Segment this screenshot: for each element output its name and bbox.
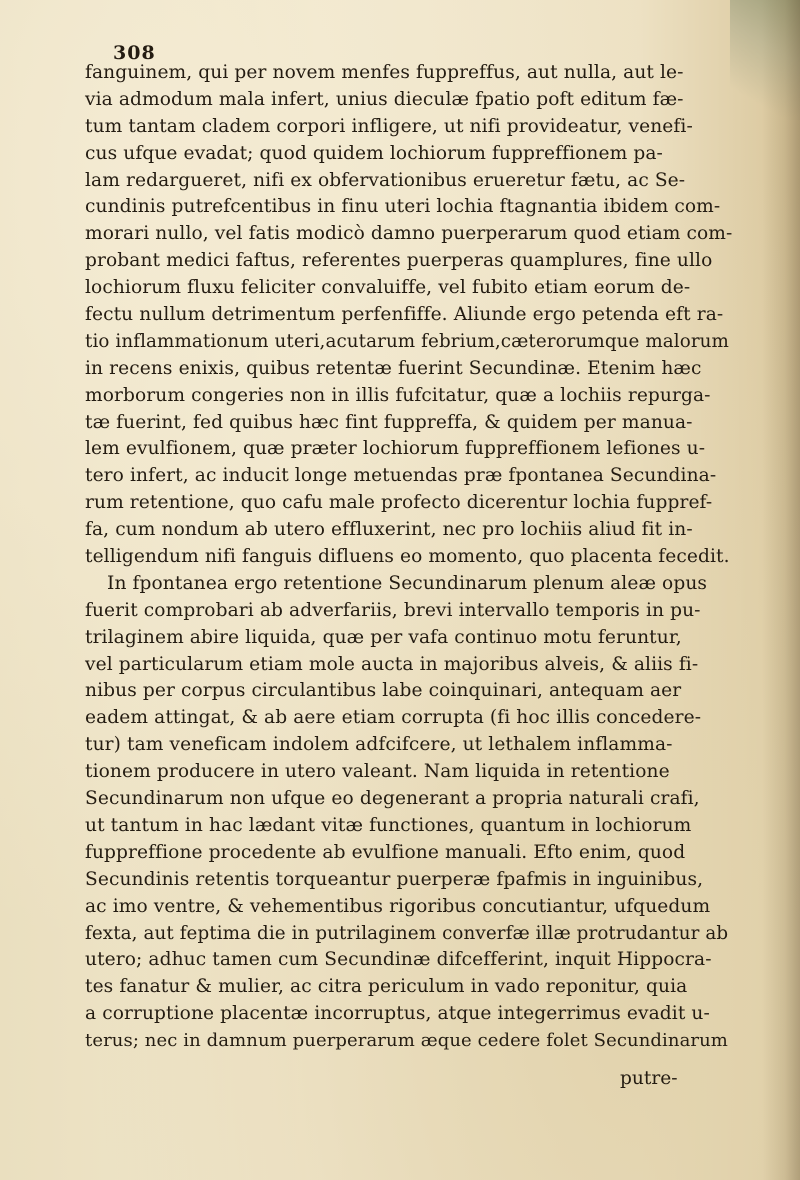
text-line: fuppreffione procedente ab evulfione manuali. Efto enim, quod [85,841,686,863]
text-line: vel particularum etiam mole aucta in majoribus alveis, & aliis fi- [85,653,699,675]
text-line: fectu nullum detrimentum perfenfiffe. Aliunde ergo petenda eft ra- [85,304,724,326]
text-line: ut tantum in hac lædant vitæ functiones, quantum in lochiorum [85,814,692,836]
text-line: fa, cum nondum ab utero effluxerint, nec pro lochiis aliud fit in- [85,519,693,541]
text-line: morborum congeries non in illis fufcitatur, quæ a lochiis repurga- [85,384,711,406]
text-line: cus ufque evadat; quod quidem lochiorum fuppreffionem pa- [85,142,663,164]
text-line: cundinis putrefcentibus in finu uteri lochia ftagnantia ibidem com- [85,196,721,218]
text-line: rum retentione, quo cafu male profecto dicerentur lochia fuppref- [85,492,713,514]
text-line: fanguinem, qui per novem menfes fuppreffus, aut nulla, aut le- [85,62,684,83]
text-line: nibus per corpus circulantibus labe coinquinari, antequam aer [85,680,682,702]
text-line: lem evulfionem, quæ præter lochiorum fuppreffionem lefiones u- [85,438,706,460]
text-line: via admodum mala infert, unius dieculæ fpatio poft editum fæ- [85,88,684,110]
text-line: tio inflammationum uteri,acutarum febrium,cæterorumque malorum [85,330,729,352]
text-line: ac imo ventre, & vehementibus rigoribus concutiantur, ufquedum [85,895,711,917]
text-line: tes fanatur & mulier, ac citra periculum in vado reponitur, quia [85,976,688,998]
text-line: utero; adhuc tamen cum Secundinæ difcefferint, inquit Hippocra- [85,949,712,971]
text-line: tero infert, ac inducit longe metuendas præ fpontanea Secundina- [85,465,717,487]
text-line: tum tantam cladem corpori infligere, ut nifi provideatur, venefi- [85,115,693,137]
text-line: eadem attingat, & ab aere etiam corrupta (fi hoc illis concedere- [85,707,702,729]
text-line: lochiorum fluxu feliciter convaluiffe, vel fubito etiam eorum de- [85,277,691,299]
text-line: in recens enixis, quibus retentæ fuerint Secundinæ. Etenim hæc [85,357,702,379]
text-line: telligendum nifi fanguis difluens eo momento, quo placenta fecedit. [85,546,730,568]
text-line: Secundinarum non ufque eo degenerant a propria naturali crafi, [85,788,700,810]
page-edge-shadow [762,0,800,1180]
text-line: morari nullo, vel fatis modicò damno puerperarum quod etiam com- [85,223,733,245]
paragraph-start-line: In fpontanea ergo retentione Secundinarum plenum aleæ opus [107,572,708,594]
text-line: tur) tam veneficam indolem adfcifcere, ut lethalem inflamma- [85,734,673,756]
text-line: fexta, aut feptima die in putrilaginem converfæ illæ protrudantur ab [85,922,729,944]
text-line: tionem producere in utero valeant. Nam liquida in retentione [85,761,670,783]
catchword: putre- [620,1068,678,1089]
text-line: fuerit comprobari ab adverfariis, brevi intervallo temporis in pu- [85,599,701,621]
text-line: terus; nec in damnum puerperarum æque cedere folet Secundinarum [85,1030,728,1052]
text-line: trilaginem abire liquida, quæ per vafa continuo motu feruntur, [85,626,682,648]
text-line: tæ fuerint, fed quibus hæc fint fuppreffa, & quidem per manua- [85,411,693,433]
page-number: 308 [113,42,156,64]
text-line: Secundinis retentis torqueantur puerperæ fpafmis in inguinibus, [85,868,704,890]
body-text [85,60,735,1055]
text-line: probant medici faftus, referentes puerperas quamplures, fine ullo [85,250,713,272]
text-line: lam redargueret, nifi ex obfervationibus erueretur fætu, ac Se- [85,169,686,191]
text-line: a corruptione placentæ incorruptus, atque integerrimus evadit u- [85,1003,710,1025]
